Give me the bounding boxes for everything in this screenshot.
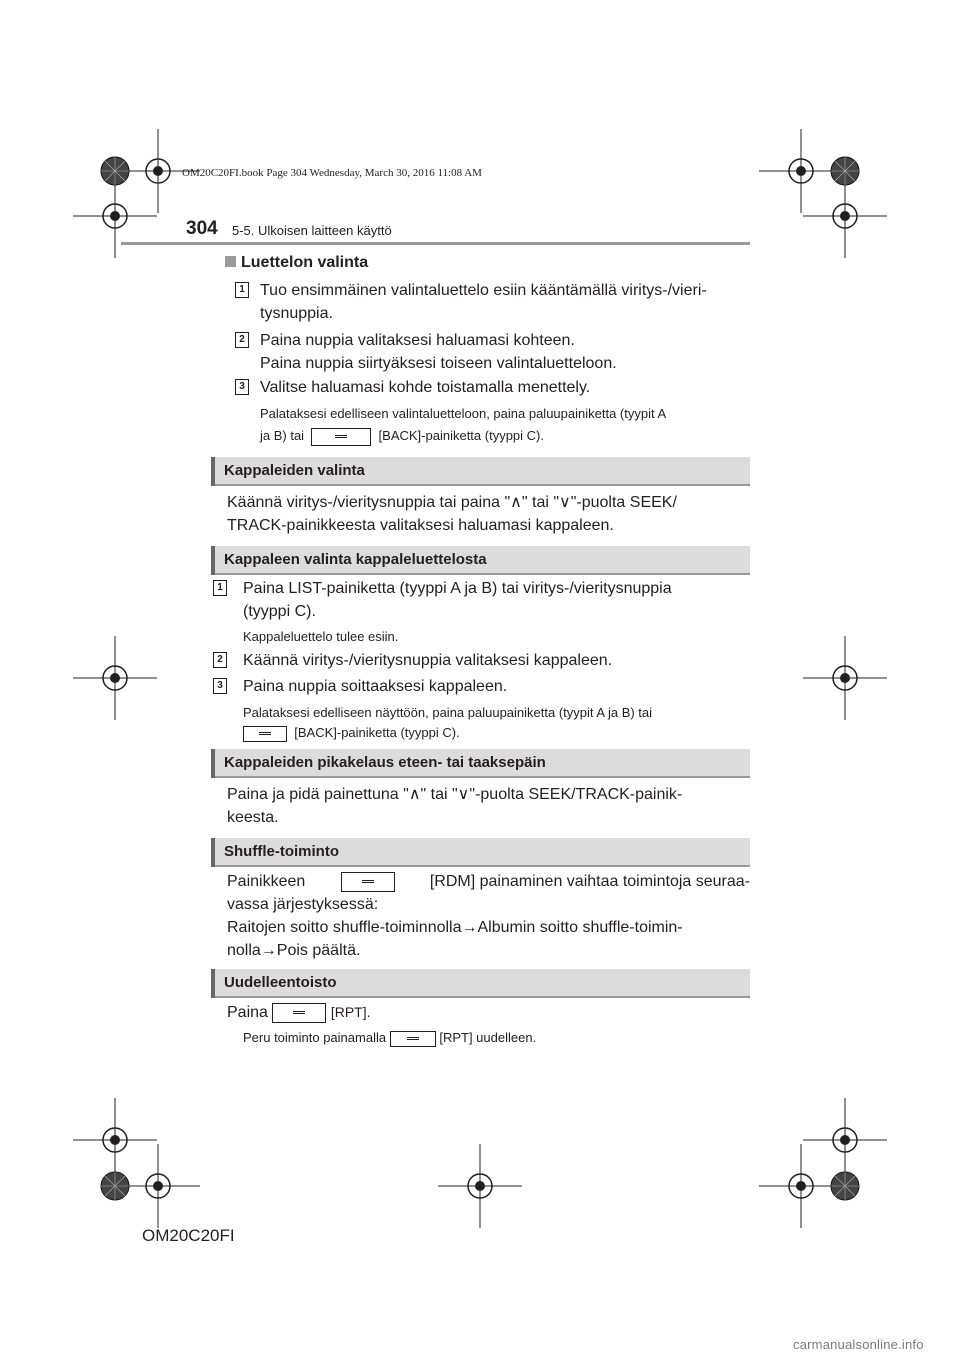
section-title: 5-5. Ulkoisen laitteen käyttö bbox=[232, 223, 392, 238]
repeat-text: Paina [RPT]. bbox=[227, 1004, 371, 1021]
step-number-3: 3 bbox=[235, 379, 249, 395]
header-rule bbox=[121, 242, 750, 245]
track-selection-text: Käännä viritys-/vieritysnuppia tai paina "∧" tai "∨"-puolta SEEK/ TRACK-painikkeesta valitaksesi haluamasi kappaleen. bbox=[227, 494, 677, 534]
step-number-3: 3 bbox=[213, 678, 227, 694]
rdm-button-icon bbox=[341, 872, 395, 892]
crop-mark-bottom-center bbox=[438, 1144, 522, 1228]
back-button-icon bbox=[311, 428, 371, 446]
square-bullet-icon bbox=[225, 256, 236, 267]
book-info: OM20C20FI.book Page 304 Wednesday, March 30, 2016 11:08 AM bbox=[182, 167, 482, 179]
back-button-icon bbox=[243, 726, 287, 742]
crop-mark-top-left bbox=[73, 129, 200, 258]
step-number-1: 1 bbox=[213, 580, 227, 596]
rpt-button-icon bbox=[272, 1003, 326, 1023]
fast-forward-text: Paina ja pidä painettuna "∧" tai "∨"-puolta SEEK/TRACK-painik- keesta. bbox=[227, 786, 683, 826]
watermark: carmanualsonline.info bbox=[793, 1337, 924, 1352]
section-header-track-list: Kappaleen valinta kappaleluettelosta bbox=[211, 546, 750, 575]
page-number: 304 bbox=[186, 218, 218, 239]
shuffle-text: Painikkeen [RDM] painaminen vaihtaa toimintoja seuraa- vassa järjestyksessä: Raitojen soitto shuffle-toiminnolla→Albumin soitto shuffle-toimin- nolla→Pois päältä. bbox=[227, 873, 750, 959]
note-back-screen: Palataksesi edelliseen näyttöön, paina paluupainiketta (tyypit A ja B) tai [BACK]-painiketta (tyyppi C). bbox=[243, 705, 653, 740]
rpt-button-icon bbox=[390, 1031, 436, 1047]
section-header-repeat: Uudelleentoisto bbox=[211, 969, 750, 998]
section-header-fast-forward: Kappaleiden pikakelaus eteen- tai taaksepäin bbox=[211, 749, 750, 778]
note-back-list: Palataksesi edelliseen valintaluetteloon, paina paluupainiketta (tyypit A ja B) tai [BACK]-painiketta (tyyppi C). bbox=[260, 404, 750, 446]
step-2-text: Paina nuppia valitaksesi haluamasi kohteen. Paina nuppia siirtyäksesi toiseen valintaluetteloon. bbox=[260, 332, 617, 372]
track-list-step-3-text: Paina nuppia soittaaksesi kappaleen. bbox=[243, 678, 508, 695]
crop-mark-bottom-left bbox=[73, 1098, 200, 1228]
track-list-note: Kappaleluettelo tulee esiin. bbox=[243, 629, 399, 644]
section-header-shuffle: Shuffle-toiminto bbox=[211, 838, 750, 867]
step-number-1: 1 bbox=[235, 282, 249, 298]
step-number-2: 2 bbox=[213, 652, 227, 668]
crop-mark-mid-left bbox=[73, 636, 157, 720]
step-1-text: Tuo ensimmäinen valintaluettelo esiin kääntämällä viritys-/vieri- tysnuppia. bbox=[260, 282, 707, 322]
section-header-track-selection: Kappaleiden valinta bbox=[211, 457, 750, 486]
crop-mark-bottom-right bbox=[759, 1098, 887, 1228]
repeat-note: Peru toiminto painamalla [RPT] uudelleen. bbox=[243, 1030, 537, 1045]
crop-mark-mid-right bbox=[803, 636, 887, 720]
track-list-step-2-text: Käännä viritys-/vieritysnuppia valitaksesi kappaleen. bbox=[243, 652, 613, 669]
track-list-step-1-text: Paina LIST-painiketta (tyyppi A ja B) tai viritys-/vieritysnuppia (tyyppi C). bbox=[243, 580, 672, 620]
footer-code: OM20C20FI bbox=[142, 1226, 235, 1245]
subheading-list-selection: Luettelon valinta bbox=[225, 254, 368, 272]
step-number-2: 2 bbox=[235, 332, 249, 348]
step-3-text: Valitse haluamasi kohde toistamalla menettely. bbox=[260, 379, 591, 396]
crop-mark-top-right bbox=[759, 129, 887, 258]
